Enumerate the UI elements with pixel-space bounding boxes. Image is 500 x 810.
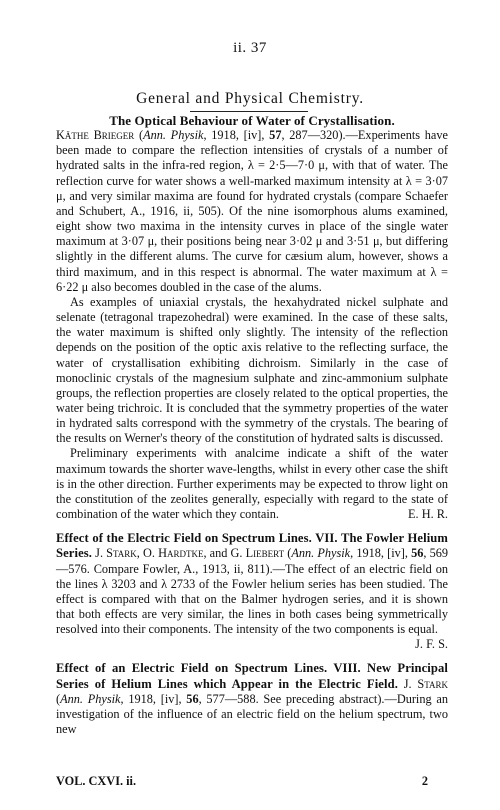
page-body (56, 113, 448, 737)
citation-text: , 1918, [iv], (203, 128, 270, 143)
citation-text: , and (203, 546, 231, 561)
citation-text: ( (284, 546, 292, 561)
abstract-paragraph (56, 531, 449, 652)
abstract-paragraph (56, 128, 448, 295)
citation-text: ( (56, 691, 61, 706)
citation-text: ( (134, 128, 144, 143)
abstract-title: Effect of the Electric Field on Spectrum Lines. VII. The Fowler Helium Series. (56, 531, 448, 561)
heading-rule (190, 111, 308, 112)
author-name: O. Hardtke (142, 546, 204, 561)
author-name: J. Stark (95, 546, 137, 561)
volume-number: 56 (186, 691, 199, 706)
author-name: Käthe Brieger (56, 128, 135, 143)
author-name: G. Liebert (230, 546, 285, 561)
journal-name: Ann. Physik (143, 128, 204, 143)
abstract-text: Experiments have been made to compare the reflection intensities of crystals of a number of hydrated salts in the infra-red region, λ = 2·5—7·0 μ, with that of water. The reflection curve for water shows a well-marked maximum intensity at λ = 3·07 μ, and very similar maxima are found for hydrated crystals (compare Schaefer and Schubert, A., 1916, ii, 505). Of the nine isomorphous alums examined, eight show two maxima in the intensity curves in place of the single water maximum at 3·07 μ, their positions being near 3·02 μ and 3·51 μ, but differing slightly in the different alums. The curve for cæsium alum, however, shows a third maximum, and in this respect is abnormal. The water maximum at λ = 6·22 μ also becomes doubled in the case of the alums. (56, 128, 448, 294)
abstract-fowler-helium (56, 531, 448, 652)
signature-mark: 2 (421, 774, 428, 788)
page-footer (56, 774, 448, 789)
page-number: ii. 37 (233, 40, 267, 56)
section-heading: General and Physical Chemistry. (136, 90, 364, 107)
author-name: J. Stark (403, 676, 448, 691)
abstract-paragraph: As examples of uniaxial crystals, the hexahydrated nickel sulphate and selenate (tetragonal trapezohedral) were examined. In the case of these salts, the water maximum is shifted only slightly. The intensity of the reflection depends on the position of the optic axis relative to the reflecting surface, the water of crystallisation exhibiting dichroism. Similarly in the case of monoclinic crystals of the magnesium sulphate and zinc-ammonium sulphate groups, the reflection properties are closely related to the optical properties, the water being trichroic. It is concluded that the symmetry properties of the water in hydrated salts correspond with the symmetry of the crystals. The bearing of the results on Werner's theory of the constitution of hydrated salts is discussed. (56, 294, 448, 446)
citation-text: , (136, 546, 143, 561)
volume-number: 57 (269, 128, 282, 143)
citation-text: , 1918, [iv], (120, 691, 187, 706)
volume-label: VOL. CXVI. ii. (56, 774, 137, 788)
abstract-text: Preliminary experiments with analcime indicate a shift of the water maximum towards the shorter wave-lengths, whilst in every other case the shift is in the other direction. Further experiments may be expected to throw light on the constitution of the zeolites generally, especially with regard to the state of combination of the water which they contain. (56, 446, 448, 522)
abstract-text: During an investigation of the influence of an electric field on the helium spectrum, two new (56, 691, 448, 737)
abstractor-signature: E. H. R. (408, 507, 448, 522)
journal-name: Ann. Physik (291, 546, 351, 561)
citation-text: , 287—320).— (281, 128, 358, 143)
abstract-optical-behaviour (56, 113, 448, 522)
abstract-principal-series (56, 661, 448, 737)
journal-name: Ann. Physik (60, 691, 121, 706)
abstract-title: The Optical Behaviour of Water of Crystallisation. (109, 113, 395, 128)
abstract-paragraph (56, 446, 448, 522)
citation-text: , 1918, [iv], (350, 546, 412, 561)
abstract-title: Effect of an Electric Field on Spectrum Lines. VIII. New Principal Series of Helium Lines which Appear in the Electric Field. (56, 661, 448, 691)
citation-text: , 569—576. Compare Fowler, A., 1913, ii, 811).— (56, 546, 449, 576)
citation-text: , 577—588. See preceding abstract).— (198, 691, 397, 706)
abstract-text: The effect of an electric field on the lines λ 3203 and λ 2733 of the Fowler helium series has been studied. The effect is compared with that on the Balmer hydrogen series, and it is shown that both effects are very similar, the lines in both cases being symmetrically resolved into their components. The intensity of the two components is equal. (56, 561, 448, 637)
abstractor-signature: J. F. S. (415, 637, 448, 652)
volume-number: 56 (411, 546, 424, 561)
abstract-paragraph (56, 661, 448, 737)
